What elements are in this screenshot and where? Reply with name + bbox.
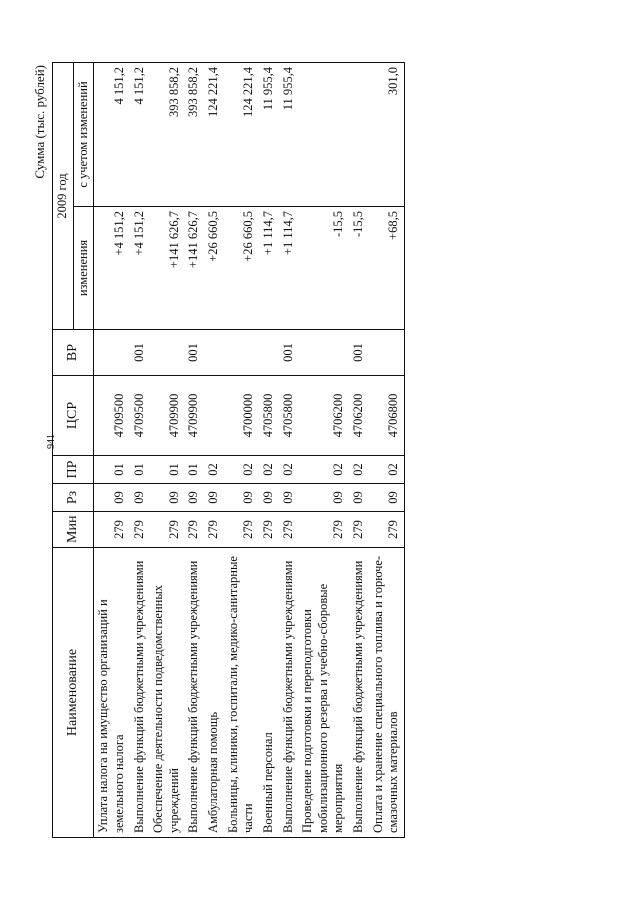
cell-rz: 09 [349,484,369,512]
cell-change: +1 114,7 [279,207,299,330]
cell-name: Оплата и хранение специального топлива и горюче-смазочных материалов [369,548,405,838]
cell-name: Выполнение функций бюджетными учреждениями [184,548,204,838]
cell-csr: 4709900 [184,376,204,456]
cell-csr [204,376,224,456]
cell-rz: 09 [224,484,259,512]
cell-vr [224,330,259,376]
cell-change: +4 151,2 [130,207,150,330]
header-with-changes: с учетом изменений [73,62,94,206]
cell-min: 279 [349,512,369,548]
cell-change: -15,5 [349,207,369,330]
cell-min: 279 [224,512,259,548]
cell-pr: 02 [224,456,259,484]
cell-pr: 02 [259,456,279,484]
cell-name: Выполнение функций бюджетными учреждениями [130,548,150,838]
unit-caption: Сумма (тыс. рублей) [32,65,47,179]
cell-change: -15,5 [298,207,349,330]
table-row [369,62,405,837]
cell-pr: 02 [298,456,349,484]
table-body [94,62,405,837]
cell-csr: 4706200 [349,376,369,456]
cell-vr [94,330,130,376]
cell-name: Военный персонал [259,548,279,838]
cell-rz: 09 [369,484,405,512]
cell-change: +1 114,7 [259,207,279,330]
header-name: Наименование [53,548,94,838]
cell-change: +4 151,2 [94,207,130,330]
cell-min: 279 [149,512,184,548]
cell-total: 124 221,4 [224,62,259,206]
cell-total: 4 151,2 [130,62,150,206]
cell-rz: 09 [298,484,349,512]
cell-csr: 4709500 [130,376,150,456]
header-year: 2009 год [53,62,74,329]
cell-rz: 09 [94,484,130,512]
cell-vr: 001 [279,330,299,376]
cell-rz: 09 [184,484,204,512]
cell-vr: 001 [184,330,204,376]
cell-pr: 01 [130,456,150,484]
cell-pr: 02 [369,456,405,484]
cell-name: Больницы, клиники, госпитали, медико-санитарные части [224,548,259,838]
cell-vr [204,330,224,376]
header-pr: ПР [53,456,94,484]
cell-csr: 4706800 [369,376,405,456]
table-row [279,62,299,837]
cell-min: 279 [369,512,405,548]
cell-min: 279 [298,512,349,548]
cell-csr: 4700000 [224,376,259,456]
header-changes: изменения [73,207,94,330]
table-row [130,62,150,837]
table-row [224,62,259,837]
cell-name: Амбулаторная помощь [204,548,224,838]
cell-change: +141 626,7 [149,207,184,330]
cell-total [349,62,369,206]
header-csr: ЦСР [53,376,94,456]
cell-pr: 02 [349,456,369,484]
table-row [349,62,369,837]
cell-change: +26 660,5 [204,207,224,330]
header-rz: Рз [53,484,94,512]
cell-csr: 4705800 [279,376,299,456]
cell-pr: 01 [94,456,130,484]
cell-csr: 4709900 [149,376,184,456]
cell-name: Уплата налога на имущество организаций и земельного налога [94,548,130,838]
header-vr: ВР [53,330,94,376]
cell-name: Обеспечение деятельности подведомственных учреждений [149,548,184,838]
cell-min: 279 [204,512,224,548]
cell-min: 279 [184,512,204,548]
table-row [94,62,130,837]
cell-csr: 4709500 [94,376,130,456]
cell-rz: 09 [204,484,224,512]
cell-name: Выполнение функций бюджетными учреждениями [349,548,369,838]
cell-pr: 01 [149,456,184,484]
cell-csr: 4705800 [259,376,279,456]
table-row [184,62,204,837]
cell-total: 11 955,4 [259,62,279,206]
header-row [53,62,74,837]
cell-total: 393 858,2 [184,62,204,206]
cell-change: +26 660,5 [224,207,259,330]
cell-min: 279 [259,512,279,548]
table-row [149,62,184,837]
cell-vr [369,330,405,376]
cell-vr [259,330,279,376]
cell-rz: 09 [259,484,279,512]
cell-rz: 09 [149,484,184,512]
cell-name: Проведение подготовки и переподготовки мобилизационного резерва и учебно-сборовые мероприятия [298,548,349,838]
page-number: 941 [46,434,57,449]
cell-total: 301,0 [369,62,405,206]
budget-table [52,62,405,838]
cell-total [298,62,349,206]
cell-change: +68,5 [369,207,405,330]
cell-total: 4 151,2 [94,62,130,206]
cell-min: 279 [94,512,130,548]
cell-change: +141 626,7 [184,207,204,330]
cell-vr: 001 [349,330,369,376]
cell-total: 124 221,4 [204,62,224,206]
cell-rz: 09 [279,484,299,512]
table-row [298,62,349,837]
cell-csr: 4706200 [298,376,349,456]
cell-vr: 001 [130,330,150,376]
cell-vr [149,330,184,376]
cell-name: Выполнение функций бюджетными учреждениями [279,548,299,838]
cell-pr: 02 [204,456,224,484]
cell-total: 11 955,4 [279,62,299,206]
cell-rz: 09 [130,484,150,512]
cell-total: 393 858,2 [149,62,184,206]
cell-vr [298,330,349,376]
table-row [259,62,279,837]
cell-pr: 02 [279,456,299,484]
header-min: Мин [53,512,94,548]
cell-min: 279 [130,512,150,548]
cell-pr: 01 [184,456,204,484]
table-row [204,62,224,837]
cell-min: 279 [279,512,299,548]
